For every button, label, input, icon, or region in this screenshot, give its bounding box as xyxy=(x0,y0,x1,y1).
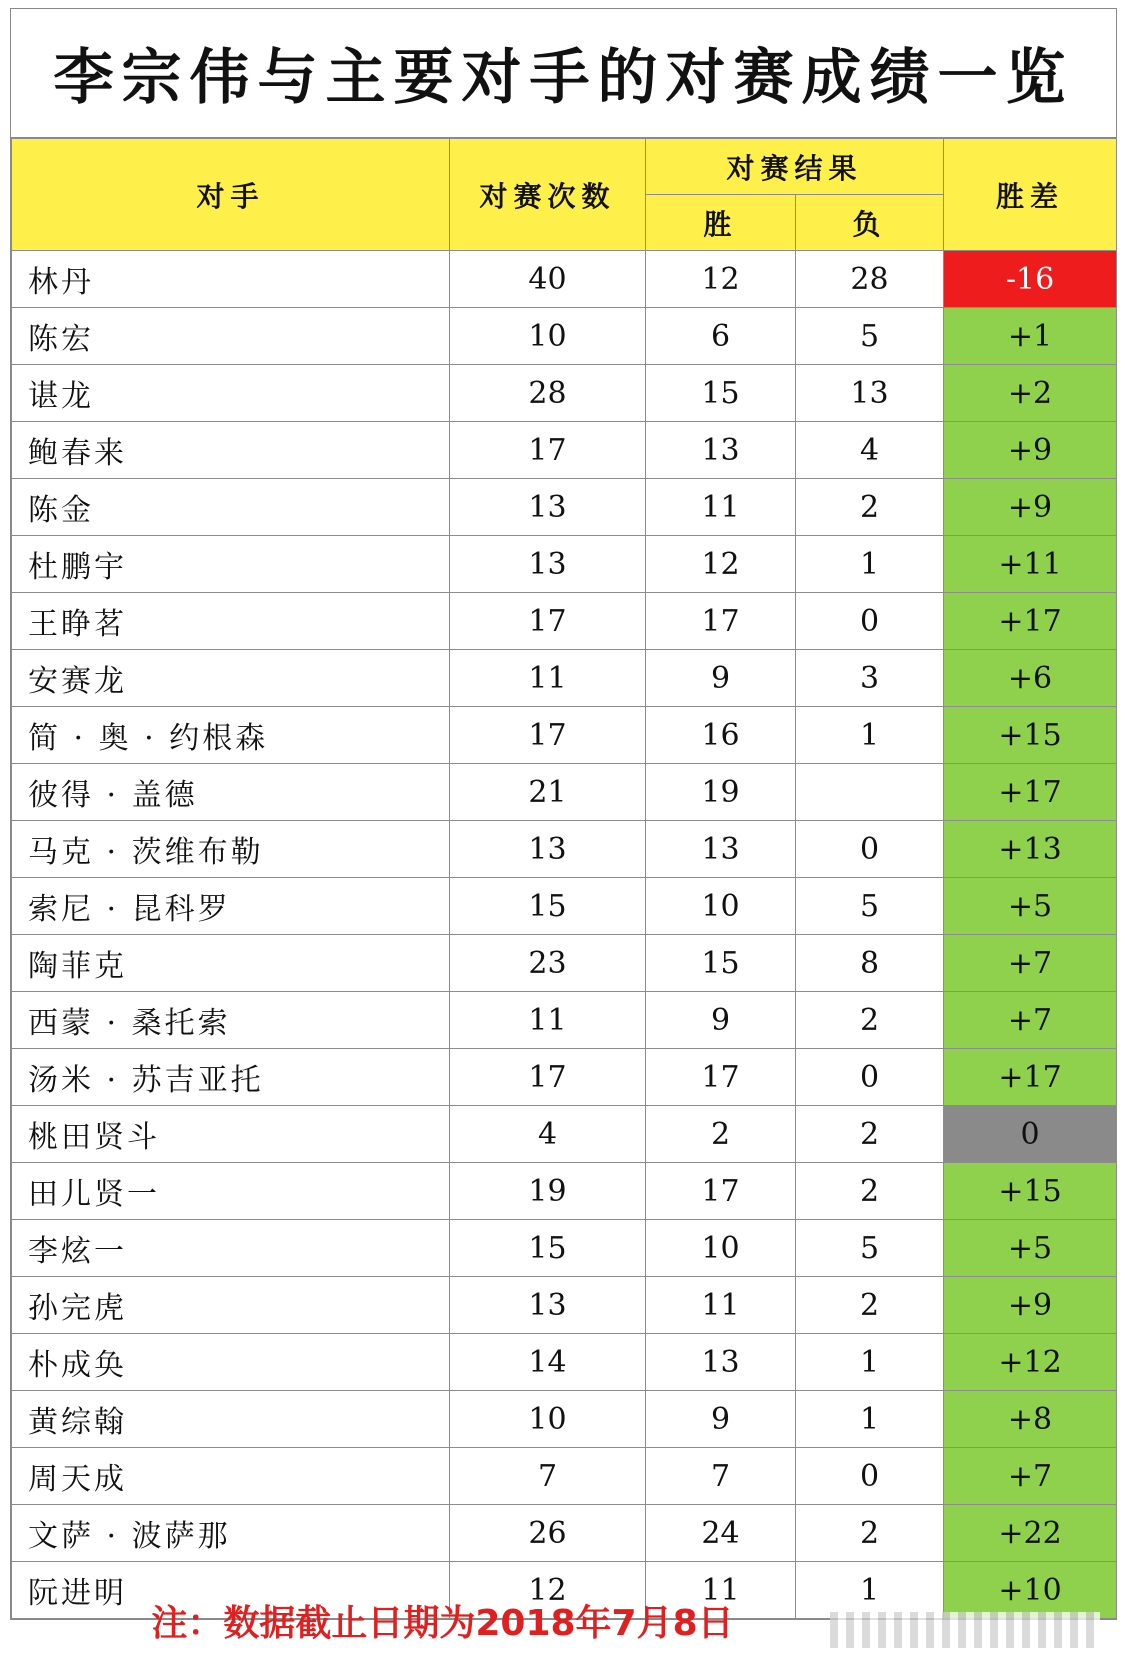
opponent-name-cell: 李炫一 xyxy=(12,1220,450,1277)
match-count-cell: 15 xyxy=(450,878,646,935)
header-diff: 胜差 xyxy=(944,139,1117,251)
win-diff-cell: +9 xyxy=(944,422,1117,479)
header-result: 对赛结果 xyxy=(646,139,944,195)
match-count-cell: 13 xyxy=(450,479,646,536)
table-row xyxy=(12,593,1117,650)
win-count-cell: 11 xyxy=(646,1562,796,1619)
table-row xyxy=(12,992,1117,1049)
win-diff-cell: +1 xyxy=(944,308,1117,365)
table-row xyxy=(12,1391,1117,1448)
win-diff-cell: 0 xyxy=(944,1106,1117,1163)
watermark-overlay xyxy=(830,1612,1100,1648)
win-count-cell: 17 xyxy=(646,1163,796,1220)
win-diff-cell: +17 xyxy=(944,1049,1117,1106)
match-count-cell: 17 xyxy=(450,1049,646,1106)
opponent-name-cell: 林丹 xyxy=(12,251,450,308)
header-matches: 对赛次数 xyxy=(450,139,646,251)
win-count-cell: 24 xyxy=(646,1505,796,1562)
opponent-name-cell: 朴成奂 xyxy=(12,1334,450,1391)
win-count-cell: 17 xyxy=(646,1049,796,1106)
table-row xyxy=(12,308,1117,365)
match-count-cell: 13 xyxy=(450,536,646,593)
opponent-name-cell: 陈金 xyxy=(12,479,450,536)
table-row xyxy=(12,764,1117,821)
page-title: 李宗伟与主要对手的对赛成绩一览 xyxy=(53,43,1074,113)
match-count-cell: 17 xyxy=(450,707,646,764)
opponent-name-cell: 陈宏 xyxy=(12,308,450,365)
win-count-cell: 9 xyxy=(646,1391,796,1448)
opponent-name-cell: 孙完虎 xyxy=(12,1277,450,1334)
opponent-name-cell: 周天成 xyxy=(12,1448,450,1505)
table-row xyxy=(12,1049,1117,1106)
loss-count-cell: 28 xyxy=(796,251,944,308)
loss-count-cell: 0 xyxy=(796,1049,944,1106)
table-row xyxy=(12,821,1117,878)
win-diff-cell: +7 xyxy=(944,992,1117,1049)
match-count-cell: 40 xyxy=(450,251,646,308)
loss-count-cell xyxy=(796,764,944,821)
win-count-cell: 11 xyxy=(646,479,796,536)
loss-count-cell: 2 xyxy=(796,992,944,1049)
table-row xyxy=(12,1505,1117,1562)
win-diff-cell: -16 xyxy=(944,251,1117,308)
opponent-name-cell: 安赛龙 xyxy=(12,650,450,707)
win-diff-cell: +7 xyxy=(944,935,1117,992)
loss-count-cell: 1 xyxy=(796,536,944,593)
loss-count-cell: 5 xyxy=(796,878,944,935)
header-loss: 负 xyxy=(796,195,944,251)
opponent-name-cell: 谌龙 xyxy=(12,365,450,422)
win-diff-cell: +2 xyxy=(944,365,1117,422)
loss-count-cell: 2 xyxy=(796,479,944,536)
opponent-name-cell: 陶菲克 xyxy=(12,935,450,992)
match-count-cell: 23 xyxy=(450,935,646,992)
win-count-cell: 17 xyxy=(646,593,796,650)
match-count-cell: 11 xyxy=(450,992,646,1049)
match-count-cell: 14 xyxy=(450,1334,646,1391)
opponent-name-cell: 汤米 · 苏吉亚托 xyxy=(12,1049,450,1106)
win-diff-cell: +5 xyxy=(944,1220,1117,1277)
table-row xyxy=(12,1163,1117,1220)
footnote-text: 注：数据截止日期为2018年7月8日 xyxy=(151,1603,734,1644)
win-diff-cell: +17 xyxy=(944,593,1117,650)
table-row xyxy=(12,365,1117,422)
table-row xyxy=(12,422,1117,479)
win-count-cell: 15 xyxy=(646,365,796,422)
opponent-name-cell: 黄综翰 xyxy=(12,1391,450,1448)
win-diff-cell: +8 xyxy=(944,1391,1117,1448)
header-opponent: 对手 xyxy=(12,139,450,251)
win-diff-cell: +9 xyxy=(944,1277,1117,1334)
match-count-cell: 10 xyxy=(450,1391,646,1448)
loss-count-cell: 1 xyxy=(796,1391,944,1448)
loss-count-cell: 1 xyxy=(796,1562,944,1619)
win-count-cell: 13 xyxy=(646,1334,796,1391)
win-count-cell: 19 xyxy=(646,764,796,821)
opponent-name-cell: 索尼 · 昆科罗 xyxy=(12,878,450,935)
table-row xyxy=(12,1448,1117,1505)
header-win: 胜 xyxy=(646,195,796,251)
win-count-cell: 13 xyxy=(646,821,796,878)
win-count-cell: 10 xyxy=(646,878,796,935)
loss-count-cell: 2 xyxy=(796,1505,944,1562)
match-count-cell: 10 xyxy=(450,308,646,365)
win-diff-cell: +12 xyxy=(944,1334,1117,1391)
loss-count-cell: 1 xyxy=(796,707,944,764)
loss-count-cell: 3 xyxy=(796,650,944,707)
match-count-cell: 17 xyxy=(450,593,646,650)
win-diff-cell: +17 xyxy=(944,764,1117,821)
table-row xyxy=(12,707,1117,764)
win-count-cell: 12 xyxy=(646,251,796,308)
win-count-cell: 9 xyxy=(646,992,796,1049)
opponent-name-cell: 鲍春来 xyxy=(12,422,450,479)
match-count-cell: 19 xyxy=(450,1163,646,1220)
loss-count-cell: 5 xyxy=(796,1220,944,1277)
win-count-cell: 10 xyxy=(646,1220,796,1277)
match-count-cell: 28 xyxy=(450,365,646,422)
table-row xyxy=(12,251,1117,308)
table-row xyxy=(12,1334,1117,1391)
match-count-cell: 17 xyxy=(450,422,646,479)
match-count-cell: 26 xyxy=(450,1505,646,1562)
win-diff-cell: +5 xyxy=(944,878,1117,935)
win-diff-cell: +15 xyxy=(944,1163,1117,1220)
match-count-cell: 12 xyxy=(450,1562,646,1619)
opponent-name-cell: 文萨 · 波萨那 xyxy=(12,1505,450,1562)
win-diff-cell: +10 xyxy=(944,1562,1117,1619)
win-count-cell: 16 xyxy=(646,707,796,764)
table-row xyxy=(12,935,1117,992)
loss-count-cell: 2 xyxy=(796,1106,944,1163)
loss-count-cell: 0 xyxy=(796,593,944,650)
table-row xyxy=(12,1106,1117,1163)
win-diff-cell: +7 xyxy=(944,1448,1117,1505)
match-count-cell: 21 xyxy=(450,764,646,821)
match-count-cell: 13 xyxy=(450,821,646,878)
opponent-name-cell: 马克 · 茨维布勒 xyxy=(12,821,450,878)
table-row xyxy=(12,878,1117,935)
table-row xyxy=(12,1220,1117,1277)
match-count-cell: 4 xyxy=(450,1106,646,1163)
match-count-cell: 7 xyxy=(450,1448,646,1505)
table-row xyxy=(12,1277,1117,1334)
match-count-cell: 15 xyxy=(450,1220,646,1277)
loss-count-cell: 5 xyxy=(796,308,944,365)
win-count-cell: 12 xyxy=(646,536,796,593)
win-count-cell: 2 xyxy=(646,1106,796,1163)
opponent-name-cell: 彼得 · 盖德 xyxy=(12,764,450,821)
loss-count-cell: 0 xyxy=(796,1448,944,1505)
table-row xyxy=(12,479,1117,536)
title-bar xyxy=(11,9,1116,138)
table-row xyxy=(12,536,1117,593)
match-count-cell: 13 xyxy=(450,1277,646,1334)
win-count-cell: 7 xyxy=(646,1448,796,1505)
loss-count-cell: 0 xyxy=(796,821,944,878)
loss-count-cell: 13 xyxy=(796,365,944,422)
opponent-name-cell: 王睁茗 xyxy=(12,593,450,650)
win-count-cell: 9 xyxy=(646,650,796,707)
opponent-name-cell: 阮进明 xyxy=(12,1562,450,1619)
table-body xyxy=(12,251,1117,1619)
loss-count-cell: 4 xyxy=(796,422,944,479)
opponent-name-cell: 简 · 奥 · 约根森 xyxy=(12,707,450,764)
win-diff-cell: +15 xyxy=(944,707,1117,764)
table-header xyxy=(12,139,1117,251)
record-sheet xyxy=(10,8,1117,1620)
record-table xyxy=(11,138,1117,1619)
win-diff-cell: +6 xyxy=(944,650,1117,707)
table-row xyxy=(12,650,1117,707)
opponent-name-cell: 杜鹏宇 xyxy=(12,536,450,593)
win-count-cell: 13 xyxy=(646,422,796,479)
loss-count-cell: 8 xyxy=(796,935,944,992)
win-diff-cell: +11 xyxy=(944,536,1117,593)
loss-count-cell: 2 xyxy=(796,1277,944,1334)
opponent-name-cell: 桃田贤斗 xyxy=(12,1106,450,1163)
match-count-cell: 11 xyxy=(450,650,646,707)
opponent-name-cell: 西蒙 · 桑托索 xyxy=(12,992,450,1049)
win-count-cell: 6 xyxy=(646,308,796,365)
win-diff-cell: +13 xyxy=(944,821,1117,878)
opponent-name-cell: 田儿贤一 xyxy=(12,1163,450,1220)
loss-count-cell: 2 xyxy=(796,1163,944,1220)
win-count-cell: 11 xyxy=(646,1277,796,1334)
win-diff-cell: +22 xyxy=(944,1505,1117,1562)
loss-count-cell: 1 xyxy=(796,1334,944,1391)
win-count-cell: 15 xyxy=(646,935,796,992)
win-diff-cell: +9 xyxy=(944,479,1117,536)
